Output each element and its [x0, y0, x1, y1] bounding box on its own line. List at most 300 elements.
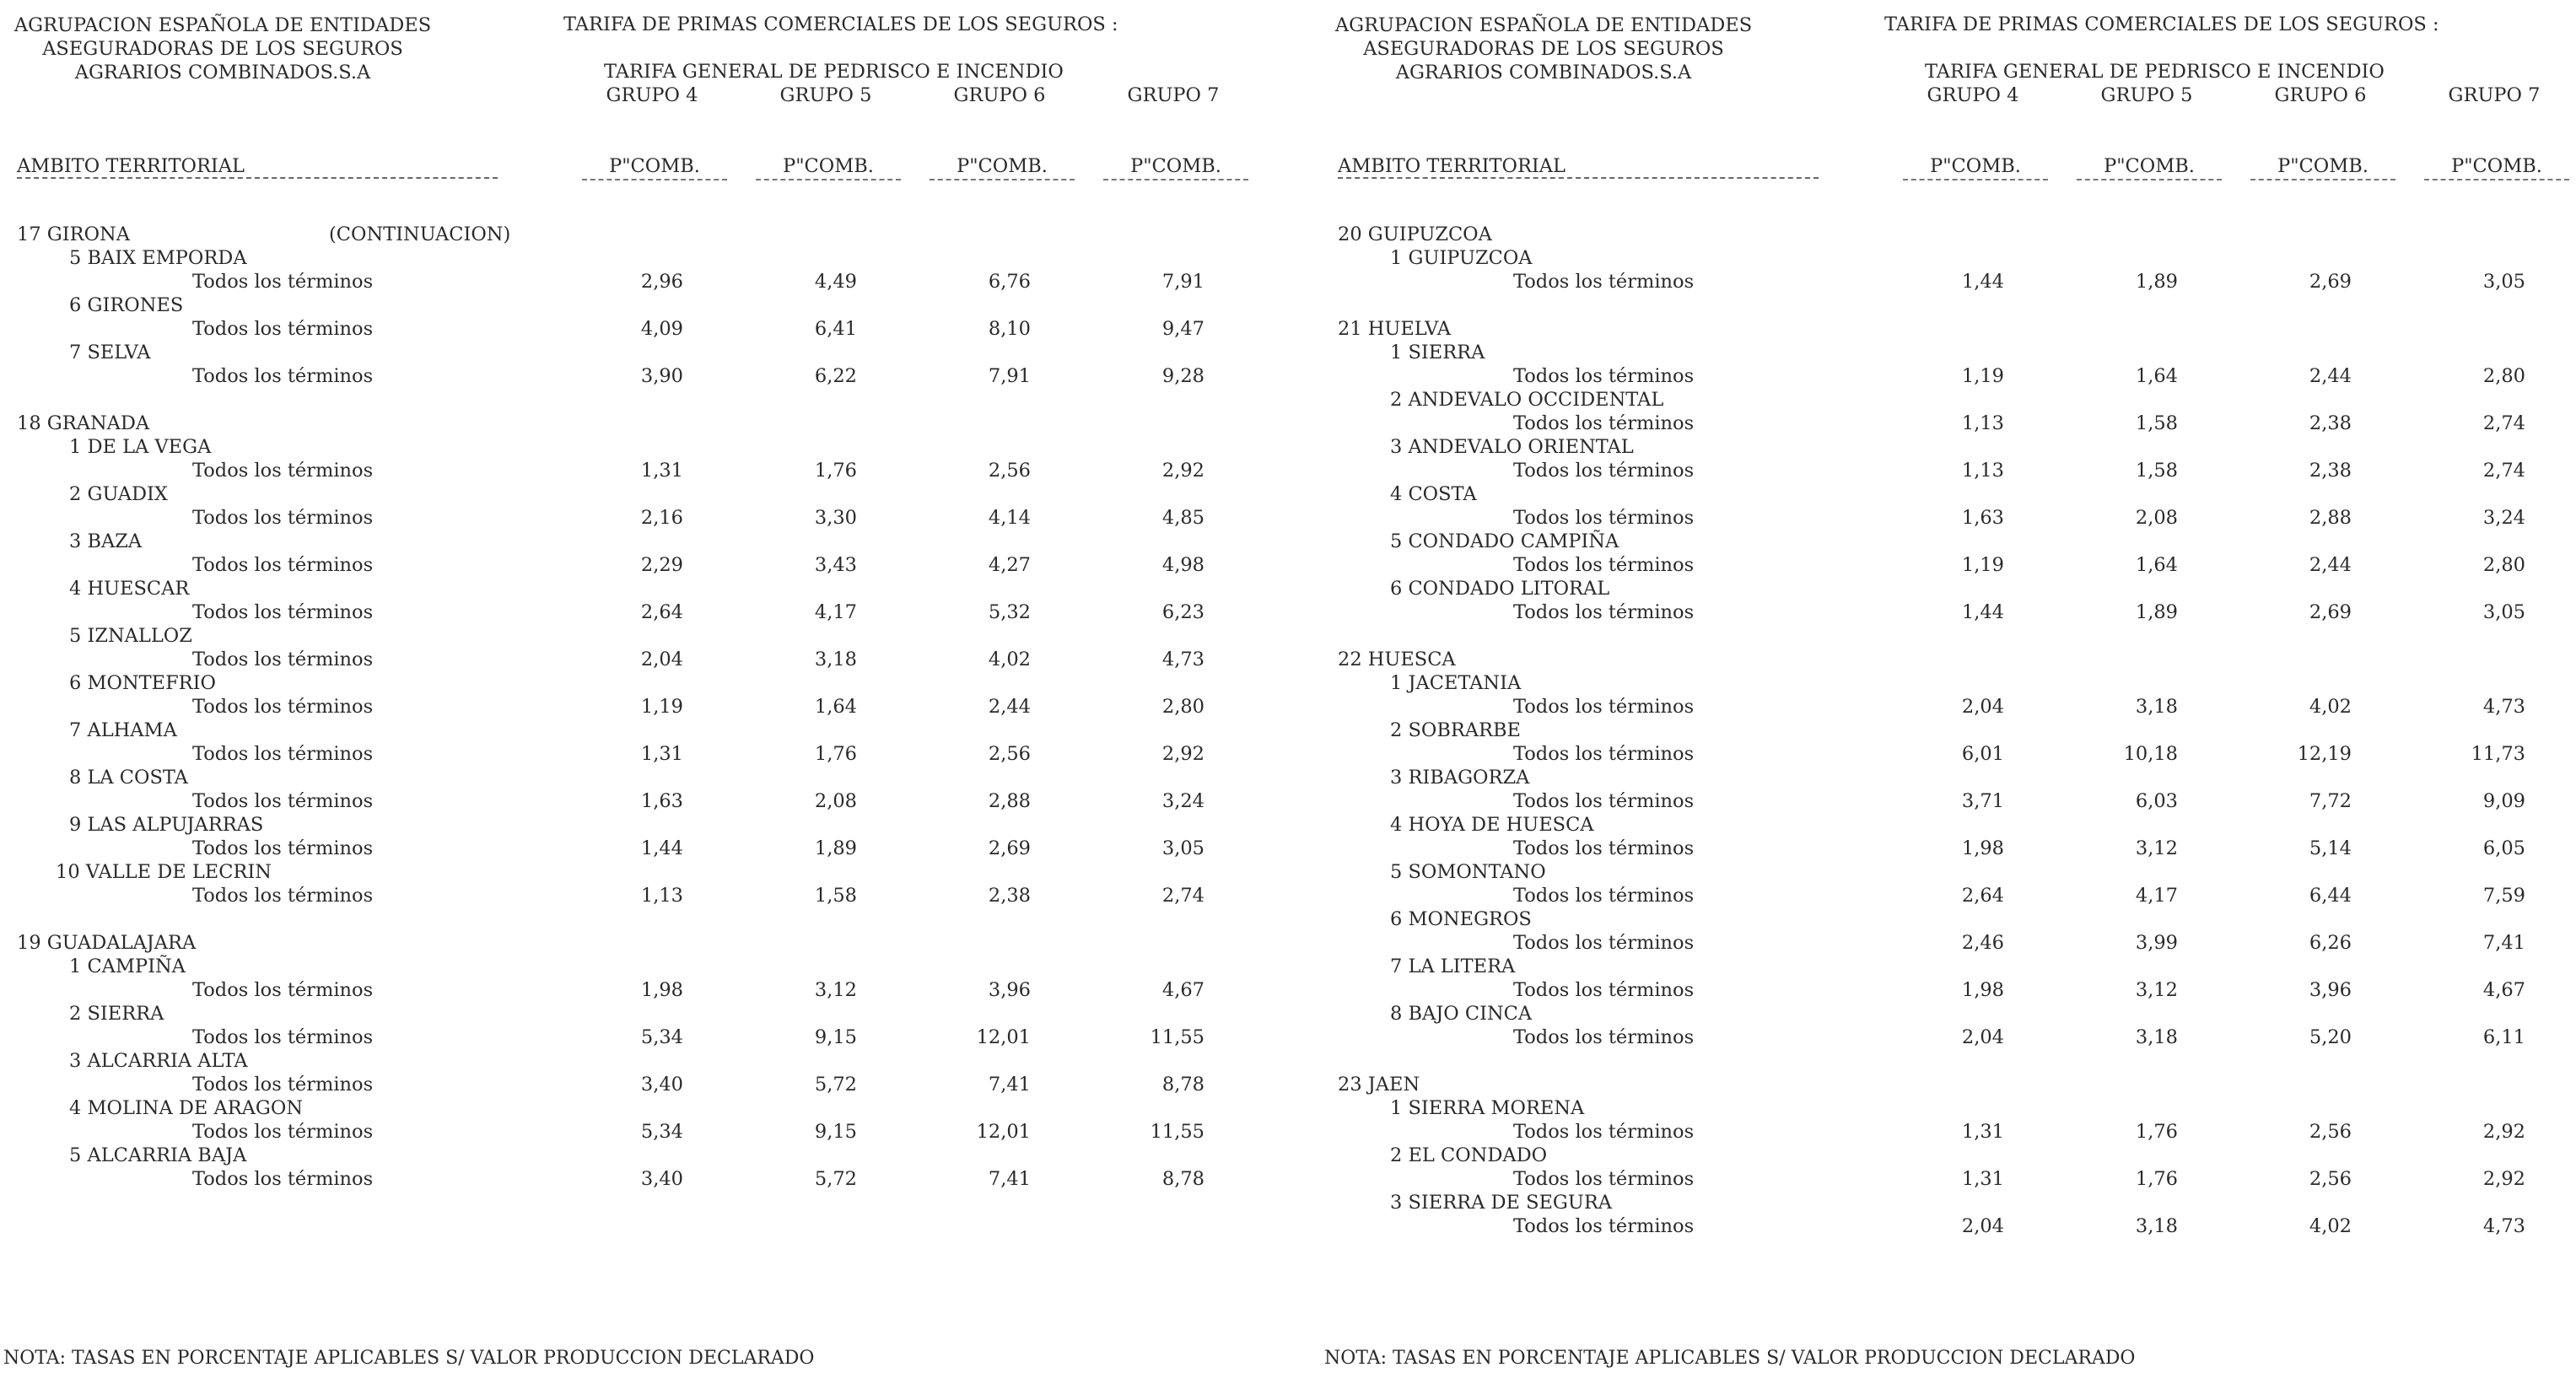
continuation-label: (CONTINUACION) [329, 223, 511, 245]
province-row [1321, 317, 2576, 341]
rate-value: 2,92 [2482, 1121, 2525, 1143]
terms-row [0, 884, 1288, 907]
rate-value: 4,49 [814, 271, 857, 293]
comarca-name: 7 LA LITERA [1390, 956, 1516, 977]
comarca-row [0, 624, 1288, 648]
comarca-name: 2 SIERRA [69, 1003, 164, 1025]
terms-label: Todos los términos [1513, 365, 1695, 387]
terms-row [0, 506, 1288, 530]
group-header: GRUPO 5 [2100, 84, 2193, 106]
comarca-name: 10 VALLE DE LECRIN [56, 861, 272, 883]
rate-value: 10,18 [2123, 743, 2178, 765]
rate-value: 2,80 [2482, 554, 2525, 576]
row-spacer [1321, 624, 2576, 648]
rate-value: 1,64 [2135, 365, 2178, 387]
rate-value: 4,98 [1161, 554, 1204, 576]
province-row [0, 931, 1288, 955]
comarca-row [1321, 577, 2576, 600]
terms-label: Todos los términos [192, 979, 374, 1001]
comarca-name: 1 SIERRA [1390, 342, 1485, 363]
rate-value: 1,76 [2135, 1168, 2178, 1190]
terms-label: Todos los términos [192, 601, 374, 623]
comarca-row [0, 530, 1288, 553]
rate-value: 3,40 [640, 1168, 683, 1190]
rate-value: 2,69 [2309, 271, 2352, 293]
terms-row [1321, 364, 2576, 388]
terms-row [0, 695, 1288, 719]
rate-value: 1,13 [640, 885, 683, 907]
rate-value: 4,27 [988, 554, 1031, 576]
rate-value: 2,74 [2482, 412, 2525, 434]
comarca-name: 1 JACETANIA [1390, 672, 1522, 694]
footnote: NOTA: TASAS EN PORCENTAJE APLICABLES S/ VALOR PRODUCCION DECLARADO [3, 1348, 815, 1369]
comarca-name: 2 ANDEVALO OCCIDENTAL [1390, 389, 1664, 411]
comarca-name: 5 CONDADO CAMPIÑA [1390, 530, 1619, 552]
rate-value: 2,74 [1161, 885, 1204, 907]
comarca-name: 2 EL CONDADO [1390, 1144, 1548, 1166]
province-row [1321, 648, 2576, 671]
terms-label: Todos los términos [192, 554, 374, 576]
comarca-name: 3 ALCARRIA ALTA [69, 1050, 248, 1072]
rate-value: 1,58 [814, 885, 857, 907]
rate-value: 3,24 [1161, 790, 1204, 812]
rate-value: 4,14 [988, 507, 1031, 529]
rate-value: 6,41 [814, 318, 857, 340]
rate-value: 8,78 [1161, 1074, 1204, 1096]
rate-value: 2,56 [988, 460, 1031, 482]
rate-value: 1,13 [1961, 460, 2004, 482]
comarca-name: 3 BAZA [69, 530, 143, 552]
rate-value: 1,76 [814, 460, 857, 482]
terms-label: Todos los términos [192, 743, 374, 765]
column-divider [756, 179, 901, 180]
org-name [3, 13, 442, 84]
comarca-row [0, 671, 1288, 695]
terms-row [1321, 931, 2576, 955]
terms-label: Todos los términos [192, 885, 374, 907]
column-header: P"COMB. [2451, 155, 2542, 177]
rate-value: 6,22 [814, 365, 857, 387]
column-header: P"COMB. [957, 155, 1048, 177]
rate-value: 1,19 [1961, 365, 2004, 387]
terms-row [1321, 506, 2576, 530]
comarca-name: 3 RIBAGORZA [1390, 767, 1530, 789]
terms-row [0, 600, 1288, 624]
ambito-header: AMBITO TERRITORIAL [1338, 155, 1566, 177]
tarifa-subtitle: TARIFA GENERAL DE PEDRISCO E INCENDIO [604, 61, 1064, 83]
column-divider [2250, 179, 2395, 180]
rate-value: 2,92 [1161, 460, 1204, 482]
rate-value: 3,24 [2482, 507, 2525, 529]
rate-value: 3,18 [2135, 1026, 2178, 1048]
comarca-row [0, 577, 1288, 600]
comarca-row [1321, 1191, 2576, 1214]
org-name [1324, 13, 1763, 84]
rate-value: 1,98 [1961, 837, 2004, 859]
rate-value: 12,01 [976, 1026, 1031, 1048]
terms-row [1321, 978, 2576, 1002]
group-header: GRUPO 5 [779, 84, 872, 106]
rate-value: 7,59 [2482, 885, 2525, 907]
rate-value: 2,96 [640, 271, 683, 293]
rate-value: 2,88 [2309, 507, 2352, 529]
province-row [0, 412, 1288, 435]
province-row [1321, 1073, 2576, 1096]
terms-row [1321, 1026, 2576, 1049]
rate-value: 2,92 [1161, 743, 1204, 765]
row-spacer [0, 907, 1288, 931]
rate-value: 12,01 [976, 1121, 1031, 1143]
comarca-name: 6 CONDADO LITORAL [1390, 578, 1610, 600]
terms-row [0, 1167, 1288, 1191]
ambito-header: AMBITO TERRITORIAL [17, 155, 245, 177]
comarca-row [1321, 530, 2576, 553]
org-line: AGRARIOS COMBINADOS.S.A [74, 62, 371, 83]
rate-value: 2,56 [2309, 1168, 2352, 1190]
terms-row [1321, 742, 2576, 766]
group-header: GRUPO 7 [2448, 84, 2541, 106]
rate-value: 2,04 [640, 649, 683, 670]
column-divider [2424, 179, 2569, 180]
rate-value: 1,31 [640, 460, 683, 482]
terms-label: Todos los términos [192, 1168, 374, 1190]
rate-value: 5,20 [2309, 1026, 2352, 1048]
terms-row [0, 1026, 1288, 1049]
comarca-name: 4 HUESCAR [69, 578, 190, 600]
rate-value: 3,12 [814, 979, 857, 1001]
rate-value: 3,96 [2309, 979, 2352, 1001]
rate-value: 3,99 [2135, 932, 2178, 954]
rate-value: 2,44 [2309, 365, 2352, 387]
terms-row [0, 742, 1288, 766]
rate-value: 2,69 [988, 837, 1031, 859]
terms-label: Todos los términos [192, 318, 374, 340]
terms-row [1321, 1120, 2576, 1144]
rate-value: 11,73 [2471, 743, 2525, 765]
rate-value: 4,67 [2482, 979, 2525, 1001]
rate-value: 1,64 [2135, 554, 2178, 576]
terms-label: Todos los términos [192, 507, 374, 529]
comarca-row [0, 435, 1288, 459]
rate-value: 2,80 [1161, 696, 1204, 718]
rate-value: 3,05 [2482, 601, 2525, 623]
rate-value: 7,91 [988, 365, 1031, 387]
terms-row [1321, 459, 2576, 482]
rate-value: 7,41 [988, 1074, 1031, 1096]
org-line: ASEGURADORAS DE LOS SEGUROS [42, 38, 403, 60]
terms-row [1321, 412, 2576, 435]
province-name: 23 JAEN [1338, 1074, 1420, 1096]
terms-row [1321, 884, 2576, 907]
comarca-row [1321, 1096, 2576, 1120]
terms-row [1321, 1214, 2576, 1238]
terms-label: Todos los términos [1513, 837, 1695, 859]
comarca-row [1321, 955, 2576, 978]
terms-row [0, 978, 1288, 1002]
rate-value: 1,19 [640, 696, 683, 718]
row-spacer [1321, 1049, 2576, 1073]
terms-label: Todos los términos [1513, 1215, 1695, 1237]
terms-row [1321, 600, 2576, 624]
group-header: GRUPO 4 [1927, 84, 2019, 106]
terms-label: Todos los términos [1513, 979, 1695, 1001]
comarca-row [1321, 671, 2576, 695]
org-line: AGRUPACION ESPAÑOLA DE ENTIDADES [1334, 14, 1753, 36]
terms-row [0, 837, 1288, 860]
rate-value: 2,88 [988, 790, 1031, 812]
rate-value: 2,44 [2309, 554, 2352, 576]
comarca-row [1321, 482, 2576, 506]
column-header: P"COMB. [609, 155, 700, 177]
rate-value: 3,05 [1161, 837, 1204, 859]
comarca-row [0, 860, 1288, 884]
rate-value: 2,04 [1961, 696, 2004, 718]
rate-value: 4,02 [988, 649, 1031, 670]
comarca-name: 7 SELVA [69, 342, 151, 363]
comarca-row [0, 1096, 1288, 1120]
rate-value: 6,05 [2482, 837, 2525, 859]
rate-value: 6,01 [1961, 743, 2004, 765]
org-line: ASEGURADORAS DE LOS SEGUROS [1363, 38, 1724, 60]
terms-label: Todos los términos [192, 365, 374, 387]
terms-label: Todos los términos [1513, 507, 1695, 529]
rate-table [0, 223, 1288, 1191]
rate-value: 1,19 [1961, 554, 2004, 576]
page-right [1321, 0, 2576, 1389]
terms-row [0, 553, 1288, 577]
rate-value: 4,02 [2309, 1215, 2352, 1237]
terms-row [0, 317, 1288, 341]
rate-value: 1,31 [1961, 1168, 2004, 1190]
column-header: P"COMB. [2277, 155, 2369, 177]
column-divider [2077, 179, 2222, 180]
rate-value: 9,15 [814, 1026, 857, 1048]
tarifa-title: TARIFA DE PRIMAS COMERCIALES DE LOS SEGUROS : [1884, 13, 2439, 35]
comarca-name: 1 SIERRA MORENA [1390, 1097, 1585, 1119]
comarca-name: 5 IZNALLOZ [69, 625, 192, 647]
rate-value: 1,44 [1961, 271, 2004, 293]
comarca-row [0, 1144, 1288, 1167]
comarca-row [1321, 246, 2576, 270]
terms-label: Todos los términos [1513, 696, 1695, 718]
province-name: 19 GUADALAJARA [17, 932, 197, 954]
rate-value: 6,26 [2309, 932, 2352, 954]
column-divider [930, 179, 1075, 180]
rate-value: 2,38 [2309, 460, 2352, 482]
province-name: 17 GIRONA [17, 223, 130, 245]
terms-label: Todos los términos [1513, 460, 1695, 482]
comarca-name: 1 CAMPIÑA [69, 956, 186, 977]
comarca-row [1321, 435, 2576, 459]
comarca-name: 4 HOYA DE HUESCA [1390, 814, 1594, 836]
rate-value: 1,98 [1961, 979, 2004, 1001]
rate-value: 3,05 [2482, 271, 2525, 293]
terms-label: Todos los términos [1513, 885, 1695, 907]
province-row [1321, 223, 2576, 246]
terms-label: Todos los términos [192, 649, 374, 670]
terms-row [1321, 789, 2576, 813]
rate-value: 3,43 [814, 554, 857, 576]
rate-value: 3,90 [640, 365, 683, 387]
rate-value: 1,31 [1961, 1121, 2004, 1143]
terms-label: Todos los términos [192, 460, 374, 482]
rate-value: 1,44 [1961, 601, 2004, 623]
rate-value: 4,67 [1161, 979, 1204, 1001]
rate-value: 1,31 [640, 743, 683, 765]
rate-value: 4,02 [2309, 696, 2352, 718]
rate-value: 11,55 [1150, 1026, 1204, 1048]
terms-label: Todos los términos [192, 1026, 374, 1048]
terms-label: Todos los términos [1513, 1026, 1695, 1048]
column-header: P"COMB. [1930, 155, 2021, 177]
rate-value: 5,72 [814, 1074, 857, 1096]
rate-value: 1,89 [814, 837, 857, 859]
comarca-row [0, 246, 1288, 270]
rate-value: 7,72 [2309, 790, 2352, 812]
rate-value: 3,18 [2135, 696, 2178, 718]
terms-row [0, 364, 1288, 388]
tarifa-subtitle: TARIFA GENERAL DE PEDRISCO E INCENDIO [1925, 61, 2385, 83]
comarca-name: 4 MOLINA DE ARAGON [69, 1097, 304, 1119]
terms-row [0, 270, 1288, 293]
org-line: AGRARIOS COMBINADOS.S.A [1395, 62, 1692, 83]
rate-value: 1,44 [640, 837, 683, 859]
comarca-row [1321, 341, 2576, 364]
rate-value: 2,74 [2482, 460, 2525, 482]
rate-value: 8,10 [988, 318, 1031, 340]
province-name: 20 GUIPUZCOA [1338, 223, 1492, 245]
comarca-name: 6 MONTEFRIO [69, 672, 216, 694]
rate-value: 7,41 [2482, 932, 2525, 954]
rate-value: 1,63 [1961, 507, 2004, 529]
column-divider [1903, 179, 2048, 180]
rate-value: 2,46 [1961, 932, 2004, 954]
rate-value: 9,15 [814, 1121, 857, 1143]
terms-label: Todos los términos [1513, 271, 1695, 293]
rate-value: 3,71 [1961, 790, 2004, 812]
comarca-row [0, 813, 1288, 837]
comarca-row [0, 955, 1288, 978]
rate-value: 5,72 [814, 1168, 857, 1190]
comarca-row [0, 719, 1288, 742]
terms-label: Todos los términos [192, 790, 374, 812]
row-spacer [1321, 293, 2576, 317]
province-name: 22 HUESCA [1338, 649, 1456, 670]
group-header: GRUPO 6 [953, 84, 1046, 106]
comarca-name: 5 ALCARRIA BAJA [69, 1144, 247, 1166]
comarca-name: 9 LAS ALPUJARRAS [69, 814, 264, 836]
comarca-name: 1 DE LA VEGA [69, 436, 212, 458]
rate-value: 9,47 [1161, 318, 1204, 340]
comarca-name: 7 ALHAMA [69, 719, 177, 741]
terms-label: Todos los términos [1513, 1121, 1695, 1143]
rate-value: 1,64 [814, 696, 857, 718]
rate-value: 9,09 [2482, 790, 2525, 812]
comarca-row [1321, 388, 2576, 412]
terms-label: Todos los términos [1513, 554, 1695, 576]
header-divider [17, 177, 498, 179]
rate-value: 3,12 [2135, 837, 2178, 859]
comarca-row [0, 766, 1288, 789]
rate-value: 4,73 [2482, 696, 2525, 718]
rate-value: 3,30 [814, 507, 857, 529]
terms-label: Todos los términos [192, 837, 374, 859]
rate-value: 2,08 [2135, 507, 2178, 529]
rate-value: 1,89 [2135, 601, 2178, 623]
rate-value: 3,40 [640, 1074, 683, 1096]
column-divider [1103, 179, 1248, 180]
terms-row [0, 459, 1288, 482]
header-divider [1338, 177, 1819, 179]
comarca-name: 6 GIRONES [69, 294, 184, 316]
rate-value: 4,17 [2135, 885, 2178, 907]
comarca-name: 8 LA COSTA [69, 767, 188, 789]
comarca-row [0, 1049, 1288, 1073]
rate-value: 5,34 [640, 1121, 683, 1143]
terms-label: Todos los términos [1513, 601, 1695, 623]
terms-row [1321, 553, 2576, 577]
rate-value: 8,78 [1161, 1168, 1204, 1190]
rate-value: 2,16 [640, 507, 683, 529]
footnote: NOTA: TASAS EN PORCENTAJE APLICABLES S/ VALOR PRODUCCION DECLARADO [1324, 1348, 2136, 1369]
comarca-row [1321, 860, 2576, 884]
rate-value: 2,69 [2309, 601, 2352, 623]
rate-table [1321, 223, 2576, 1238]
rate-value: 2,56 [988, 743, 1031, 765]
province-row [0, 223, 1288, 246]
terms-label: Todos los términos [1513, 412, 1695, 434]
terms-label: Todos los términos [1513, 743, 1695, 765]
comarca-row [0, 1002, 1288, 1026]
rate-value: 2,38 [2309, 412, 2352, 434]
rate-value: 9,28 [1161, 365, 1204, 387]
rate-value: 11,55 [1150, 1121, 1204, 1143]
terms-label: Todos los términos [192, 1074, 374, 1096]
terms-row [0, 648, 1288, 671]
terms-row [1321, 837, 2576, 860]
comarca-row [1321, 1002, 2576, 1026]
row-spacer [0, 388, 1288, 412]
rate-value: 2,38 [988, 885, 1031, 907]
comarca-row [1321, 766, 2576, 789]
terms-row [1321, 695, 2576, 719]
rate-value: 2,64 [1961, 885, 2004, 907]
terms-label: Todos los términos [192, 696, 374, 718]
terms-label: Todos los términos [1513, 932, 1695, 954]
rate-value: 4,17 [814, 601, 857, 623]
rate-value: 2,44 [988, 696, 1031, 718]
rate-value: 1,13 [1961, 412, 2004, 434]
comarca-name: 3 ANDEVALO ORIENTAL [1390, 436, 1634, 458]
group-header: GRUPO 4 [606, 84, 698, 106]
rate-value: 4,09 [640, 318, 683, 340]
rate-value: 5,34 [640, 1026, 683, 1048]
column-divider [582, 179, 727, 180]
comarca-name: 2 GUADIX [69, 483, 168, 505]
rate-value: 2,29 [640, 554, 683, 576]
rate-value: 2,56 [2309, 1121, 2352, 1143]
comarca-row [0, 293, 1288, 317]
rate-value: 6,44 [2309, 885, 2352, 907]
rate-value: 4,73 [2482, 1215, 2525, 1237]
comarca-name: 6 MONEGROS [1390, 908, 1532, 930]
comarca-name: 1 GUIPUZCOA [1390, 247, 1533, 269]
comarca-row [1321, 813, 2576, 837]
terms-label: Todos los términos [192, 271, 374, 293]
comarca-name: 5 BAIX EMPORDA [69, 247, 247, 269]
rate-value: 2,64 [640, 601, 683, 623]
terms-row [0, 1120, 1288, 1144]
